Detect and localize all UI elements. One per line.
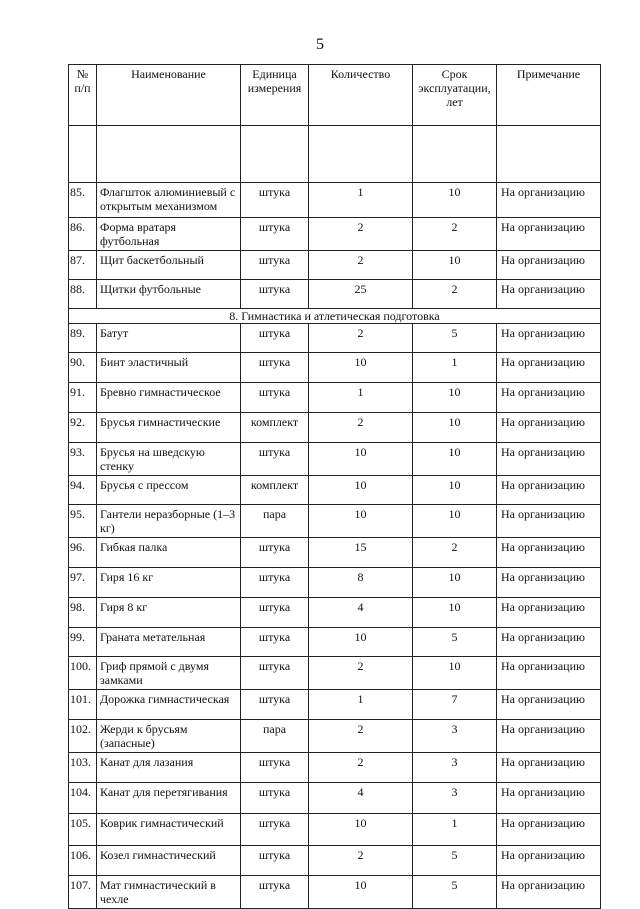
item-quantity: 2 xyxy=(309,324,413,353)
item-unit: комплект xyxy=(241,413,309,443)
item-term: 1 xyxy=(413,353,497,383)
table-row xyxy=(69,443,601,476)
row-number: 87. xyxy=(69,251,97,280)
item-name: Гибкая палка xyxy=(97,538,241,568)
header-term: Срок эксплуатации, лет xyxy=(413,65,497,126)
item-unit: штука xyxy=(241,538,309,568)
item-term: 1 xyxy=(413,814,497,846)
item-note: На организацию xyxy=(497,598,601,628)
item-unit: штука xyxy=(241,280,309,309)
item-term: 3 xyxy=(413,753,497,783)
header-note: Примечание xyxy=(497,65,601,126)
item-quantity: 1 xyxy=(309,690,413,720)
item-quantity: 2 xyxy=(309,657,413,690)
item-quantity: 2 xyxy=(309,753,413,783)
table-row xyxy=(69,218,601,251)
table-row xyxy=(69,598,601,628)
item-note: На организацию xyxy=(497,568,601,598)
item-note: На организацию xyxy=(497,690,601,720)
row-number: 89. xyxy=(69,324,97,353)
item-unit: штука xyxy=(241,846,309,876)
table-row xyxy=(69,476,601,505)
row-number: 96. xyxy=(69,538,97,568)
item-quantity: 10 xyxy=(309,476,413,505)
row-number: 103. xyxy=(69,753,97,783)
spacer-row xyxy=(69,126,601,183)
item-term: 10 xyxy=(413,183,497,218)
item-unit: пара xyxy=(241,505,309,538)
item-term: 10 xyxy=(413,251,497,280)
item-note: На организацию xyxy=(497,720,601,753)
item-note: На организацию xyxy=(497,251,601,280)
table-row xyxy=(69,568,601,598)
row-number: 94. xyxy=(69,476,97,505)
table-row xyxy=(69,657,601,690)
item-name: Жерди к брусьям (запасные) xyxy=(97,720,241,753)
row-number: 92. xyxy=(69,413,97,443)
item-name: Гиря 8 кг xyxy=(97,598,241,628)
row-number: 104. xyxy=(69,783,97,814)
item-unit: штука xyxy=(241,628,309,657)
header-num: № п/п xyxy=(69,65,97,126)
item-unit: штука xyxy=(241,383,309,413)
table-row xyxy=(69,753,601,783)
table-row xyxy=(69,505,601,538)
item-name: Бинт эластичный xyxy=(97,353,241,383)
item-unit: штука xyxy=(241,598,309,628)
table-row xyxy=(69,690,601,720)
row-number: 93. xyxy=(69,443,97,476)
item-note: На организацию xyxy=(497,846,601,876)
item-quantity: 10 xyxy=(309,876,413,909)
item-note: На организацию xyxy=(497,383,601,413)
table-body-b xyxy=(69,324,601,909)
table-body-a xyxy=(69,183,601,309)
row-number: 86. xyxy=(69,218,97,251)
item-term: 10 xyxy=(413,383,497,413)
table-row xyxy=(69,783,601,814)
row-number: 95. xyxy=(69,505,97,538)
item-quantity: 25 xyxy=(309,280,413,309)
item-quantity: 8 xyxy=(309,568,413,598)
row-number: 98. xyxy=(69,598,97,628)
item-quantity: 4 xyxy=(309,783,413,814)
item-note: На организацию xyxy=(497,505,601,538)
section-title: 8. Гимнастика и атлетическая подготовка xyxy=(69,309,601,324)
item-name: Гиря 16 кг xyxy=(97,568,241,598)
item-note: На организацию xyxy=(497,443,601,476)
item-name: Батут xyxy=(97,324,241,353)
item-term: 3 xyxy=(413,783,497,814)
item-note: На организацию xyxy=(497,353,601,383)
item-name: Дорожка гимнастическая xyxy=(97,690,241,720)
header-unit: Единица измерения xyxy=(241,65,309,126)
item-quantity: 4 xyxy=(309,598,413,628)
table-row xyxy=(69,538,601,568)
item-term: 10 xyxy=(413,476,497,505)
item-unit: штука xyxy=(241,443,309,476)
item-unit: штука xyxy=(241,876,309,909)
table-row xyxy=(69,251,601,280)
table-row xyxy=(69,183,601,218)
row-number: 85. xyxy=(69,183,97,218)
item-term: 10 xyxy=(413,598,497,628)
item-name: Гриф прямой с двумя замками xyxy=(97,657,241,690)
table-row xyxy=(69,720,601,753)
item-note: На организацию xyxy=(497,753,601,783)
item-unit: штука xyxy=(241,183,309,218)
item-name: Канат для лазания xyxy=(97,753,241,783)
item-unit: комплект xyxy=(241,476,309,505)
item-name: Форма вратаря футбольная xyxy=(97,218,241,251)
item-name: Бревно гимнастическое xyxy=(97,383,241,413)
item-unit: штука xyxy=(241,568,309,598)
item-quantity: 2 xyxy=(309,218,413,251)
item-quantity: 15 xyxy=(309,538,413,568)
table-row xyxy=(69,324,601,353)
page-number: 5 xyxy=(316,36,324,53)
item-quantity: 10 xyxy=(309,505,413,538)
item-name: Граната метательная xyxy=(97,628,241,657)
item-name: Щит баскетбольный xyxy=(97,251,241,280)
table-row xyxy=(69,814,601,846)
row-number: 88. xyxy=(69,280,97,309)
item-name: Гантели неразборные (1–3 кг) xyxy=(97,505,241,538)
table-row xyxy=(69,876,601,909)
item-quantity: 10 xyxy=(309,814,413,846)
item-unit: штука xyxy=(241,251,309,280)
item-term: 2 xyxy=(413,218,497,251)
item-quantity: 1 xyxy=(309,383,413,413)
item-quantity: 2 xyxy=(309,251,413,280)
row-number: 102. xyxy=(69,720,97,753)
row-number: 106. xyxy=(69,846,97,876)
item-note: На организацию xyxy=(497,476,601,505)
table-header-row xyxy=(69,65,601,126)
equipment-table xyxy=(68,64,601,909)
row-number: 91. xyxy=(69,383,97,413)
item-note: На организацию xyxy=(497,324,601,353)
item-quantity: 10 xyxy=(309,353,413,383)
item-note: На организацию xyxy=(497,628,601,657)
item-unit: штука xyxy=(241,690,309,720)
item-term: 10 xyxy=(413,505,497,538)
item-term: 10 xyxy=(413,413,497,443)
item-unit: штука xyxy=(241,324,309,353)
table-row xyxy=(69,353,601,383)
item-note: На организацию xyxy=(497,280,601,309)
item-note: На организацию xyxy=(497,814,601,846)
item-note: На организацию xyxy=(497,876,601,909)
item-term: 5 xyxy=(413,628,497,657)
item-name: Канат для перетягивания xyxy=(97,783,241,814)
row-number: 100. xyxy=(69,657,97,690)
item-unit: пара xyxy=(241,720,309,753)
item-name: Брусья на шведскую стенку xyxy=(97,443,241,476)
item-term: 3 xyxy=(413,720,497,753)
item-term: 2 xyxy=(413,538,497,568)
item-note: На организацию xyxy=(497,538,601,568)
item-quantity: 2 xyxy=(309,413,413,443)
item-unit: штука xyxy=(241,353,309,383)
row-number: 97. xyxy=(69,568,97,598)
item-term: 10 xyxy=(413,657,497,690)
table-row xyxy=(69,280,601,309)
item-term: 7 xyxy=(413,690,497,720)
section-row xyxy=(69,309,601,324)
row-number: 101. xyxy=(69,690,97,720)
item-unit: штука xyxy=(241,753,309,783)
item-term: 5 xyxy=(413,876,497,909)
item-unit: штука xyxy=(241,218,309,251)
table-row xyxy=(69,383,601,413)
row-number: 105. xyxy=(69,814,97,846)
item-unit: штука xyxy=(241,814,309,846)
header-name: Наименование xyxy=(97,65,241,126)
item-note: На организацию xyxy=(497,183,601,218)
item-term: 2 xyxy=(413,280,497,309)
item-term: 10 xyxy=(413,568,497,598)
item-quantity: 10 xyxy=(309,628,413,657)
item-name: Брусья гимнастические xyxy=(97,413,241,443)
item-unit: штука xyxy=(241,783,309,814)
item-term: 10 xyxy=(413,443,497,476)
item-term: 5 xyxy=(413,324,497,353)
item-name: Брусья с прессом xyxy=(97,476,241,505)
row-number: 107. xyxy=(69,876,97,909)
item-note: На организацию xyxy=(497,218,601,251)
item-unit: штука xyxy=(241,657,309,690)
row-number: 99. xyxy=(69,628,97,657)
item-name: Козел гимнастический xyxy=(97,846,241,876)
row-number: 90. xyxy=(69,353,97,383)
header-qty: Количество xyxy=(309,65,413,126)
item-term: 5 xyxy=(413,846,497,876)
item-name: Мат гимнастический в чехле xyxy=(97,876,241,909)
table-row xyxy=(69,846,601,876)
item-quantity: 1 xyxy=(309,183,413,218)
item-quantity: 10 xyxy=(309,443,413,476)
item-name: Коврик гимнастический xyxy=(97,814,241,846)
table-row xyxy=(69,413,601,443)
item-note: На организацию xyxy=(497,657,601,690)
item-note: На организацию xyxy=(497,413,601,443)
item-quantity: 2 xyxy=(309,720,413,753)
item-name: Флагшток алюминиевый с открытым механизмом xyxy=(97,183,241,218)
item-name: Щитки футбольные xyxy=(97,280,241,309)
item-quantity: 2 xyxy=(309,846,413,876)
table-row xyxy=(69,628,601,657)
item-note: На организацию xyxy=(497,783,601,814)
